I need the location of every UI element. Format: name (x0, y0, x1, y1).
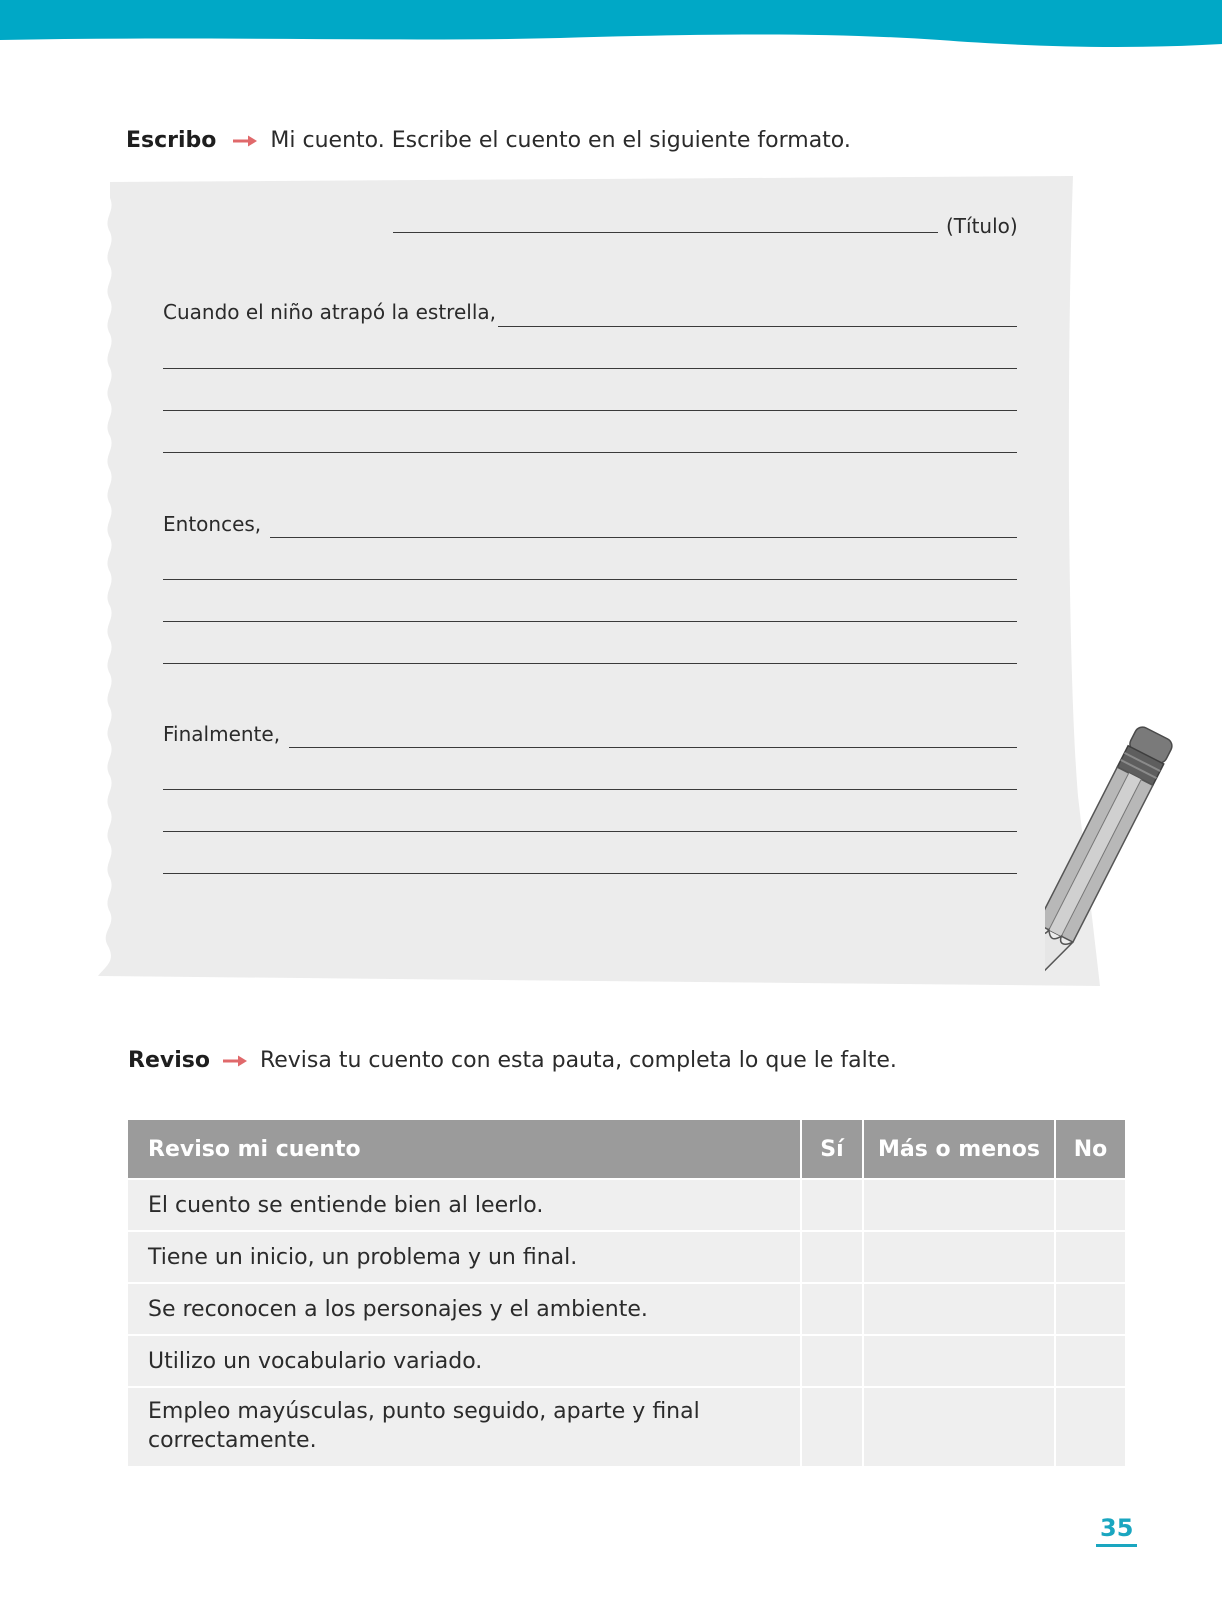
writing-line[interactable] (163, 452, 1017, 453)
check-box-yes[interactable] (802, 1386, 864, 1466)
reviso-instruction (128, 1048, 897, 1073)
header-criteria: Reviso mi cuento (128, 1120, 802, 1178)
prompt-middle: Entonces, (163, 512, 262, 536)
criterion-text: Tiene un inicio, un problema y un final. (128, 1230, 802, 1282)
criterion-text: Se reconocen a los personajes y el ambiente. (128, 1282, 802, 1334)
escribo-label: Escribo (126, 128, 217, 153)
escribo-instruction (126, 128, 851, 153)
prompt-ending: Finalmente, (163, 722, 281, 746)
header-more-or-less: Más o menos (864, 1120, 1056, 1178)
writing-line[interactable] (163, 579, 1017, 580)
table-row (128, 1386, 1125, 1466)
story-sheet (98, 176, 1128, 1016)
writing-line[interactable] (163, 621, 1017, 622)
review-checklist-table (128, 1120, 1125, 1466)
reviso-label: Reviso (128, 1048, 210, 1073)
arrow-right-icon (222, 1054, 248, 1068)
reviso-text: Revisa tu cuento con esta pauta, completa lo que le falte. (259, 1048, 897, 1073)
check-box-no[interactable] (1056, 1386, 1125, 1466)
check-box-more-or-less[interactable] (864, 1334, 1056, 1386)
writing-line[interactable] (163, 789, 1017, 790)
writing-line[interactable] (163, 410, 1017, 411)
check-box-no[interactable] (1056, 1282, 1125, 1334)
title-hint: (Título) (946, 214, 1018, 238)
header-yes: Sí (802, 1120, 864, 1178)
table-row (128, 1334, 1125, 1386)
criterion-text: El cuento se entiende bien al leerlo. (128, 1178, 802, 1230)
pencil-icon (1045, 715, 1205, 1015)
check-box-more-or-less[interactable] (864, 1230, 1056, 1282)
writing-line[interactable] (163, 873, 1017, 874)
check-box-yes[interactable] (802, 1334, 864, 1386)
check-box-no[interactable] (1056, 1230, 1125, 1282)
writing-line[interactable] (498, 326, 1017, 327)
check-box-more-or-less[interactable] (864, 1386, 1056, 1466)
header-band (0, 0, 1222, 60)
check-box-yes[interactable] (802, 1282, 864, 1334)
criterion-text: Utilizo un vocabulario variado. (128, 1334, 802, 1386)
writing-line[interactable] (163, 831, 1017, 832)
writing-line[interactable] (163, 368, 1017, 369)
header-no: No (1056, 1120, 1125, 1178)
check-box-yes[interactable] (802, 1178, 864, 1230)
check-box-no[interactable] (1056, 1334, 1125, 1386)
check-box-more-or-less[interactable] (864, 1178, 1056, 1230)
escribo-text: Mi cuento. Escribe el cuento en el siguiente formato. (270, 128, 851, 153)
criterion-text: Empleo mayúsculas, punto seguido, aparte y final correctamente. (128, 1386, 802, 1466)
writing-line[interactable] (163, 663, 1017, 664)
check-box-more-or-less[interactable] (864, 1282, 1056, 1334)
title-line[interactable] (393, 232, 938, 233)
table-header-row (128, 1120, 1125, 1178)
writing-line[interactable] (289, 747, 1017, 748)
prompt-beginning: Cuando el niño atrapó la estrella, (163, 300, 496, 324)
writing-line[interactable] (270, 537, 1017, 538)
table-row (128, 1178, 1125, 1230)
arrow-right-icon (232, 134, 258, 148)
page-number: 35 (1096, 1514, 1137, 1547)
table-row (128, 1282, 1125, 1334)
table-row (128, 1230, 1125, 1282)
check-box-no[interactable] (1056, 1178, 1125, 1230)
check-box-yes[interactable] (802, 1230, 864, 1282)
